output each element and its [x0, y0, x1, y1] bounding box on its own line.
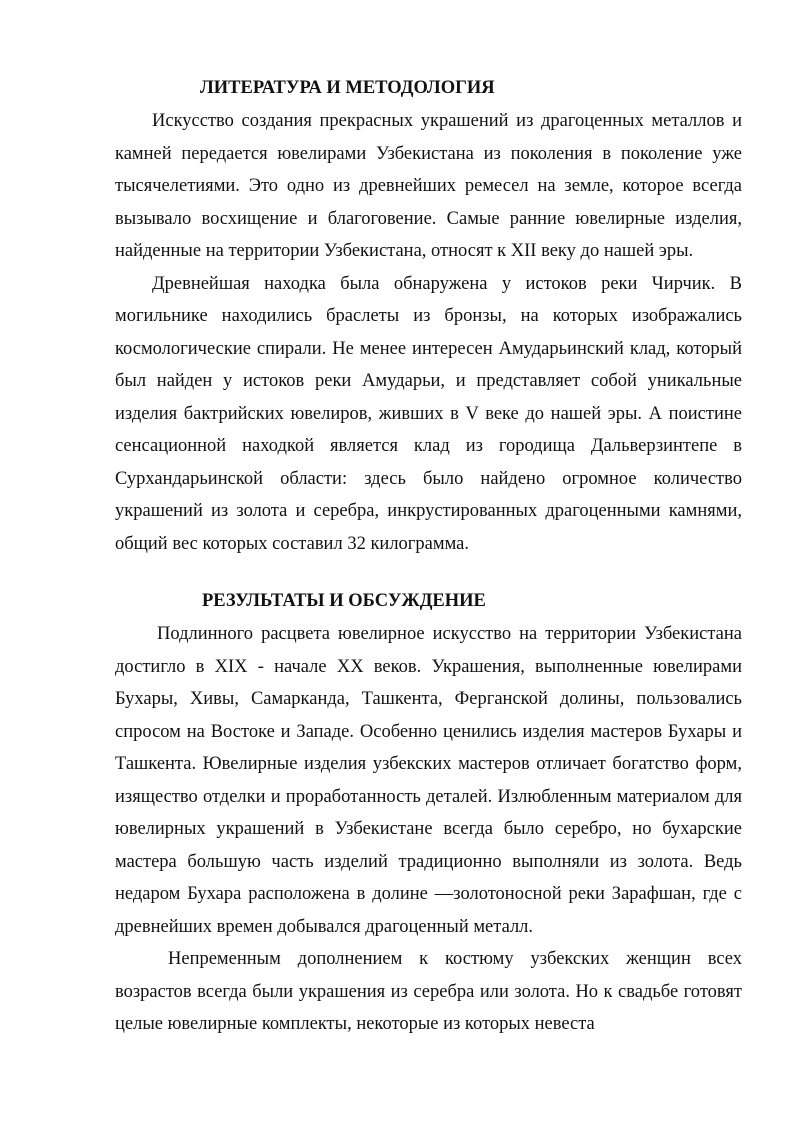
page-content	[115, 72, 742, 1041]
section-spacer	[115, 560, 742, 585]
section-heading-literature: ЛИТЕРАТУРА И МЕТОДОЛОГИЯ	[200, 78, 495, 98]
paragraph: Непременным дополнением к костюму узбекских женщин всех возрастов всегда были украшения из серебра или золота. Но к свадьбе готовят целые ювелирные комплекты, некоторые из которых невеста	[115, 949, 742, 1034]
paragraph: Древнейшая находка была обнаружена у истоков реки Чирчик. В могильнике находились браслеты из бронзы, на которых изображались космологические спирали. Не менее интересен Амударьинский клад, который был найден у истоков реки Амударьи, и представляет собой уникальные изделия бактрийских ювелиров, живших в V веке до нашей эры. А поистине сенсационной находкой является клад из городища Дальверзинтепе в Сурхандарьинской области: здесь было найдено огромное количество украшений из золота и серебра, инкрустированных драгоценными камнями, общий вес которых составил 32 килограмма.	[115, 273, 742, 554]
section-heading-results: РЕЗУЛЬТАТЫ И ОБСУЖДЕНИЕ	[202, 591, 486, 611]
paragraph: Подлинного расцвета ювелирное искусство на территории Узбекистана достигло в XIX - начале XX веков. Украшения, выполненные ювелирами Бухары, Хивы, Самарканда, Ташкента, Ферганской долины, пользовались спросом на Востоке и Западе. Особенно ценились изделия мастеров Бухары и Ташкента. Ювелирные изделия узбекских мастеров отличает богатство форм, изящество отделки и проработанность деталей. Излюбленным материалом для ювелирных украшений в Узбекистане всегда было серебро, но бухарские мастера большую часть изделий традиционно выполняли из золота. Ведь недаром Бухара расположена в долине —золотоносной реки Зарафшан, где с древнейших времен добывался драгоценный металл.	[115, 624, 742, 937]
paragraph: Искусство создания прекрасных украшений из драгоценных металлов и камней передается ювелирами Узбекистана из поколения в поколение уже тысячелетиями. Это одно из древнейших ремесел на земле, которое всегда вызывало восхищение и благоговение. Самые ранние ювелирные изделия, найденные на территории Узбекистана, относят к XII веку до нашей эры.	[115, 111, 742, 261]
